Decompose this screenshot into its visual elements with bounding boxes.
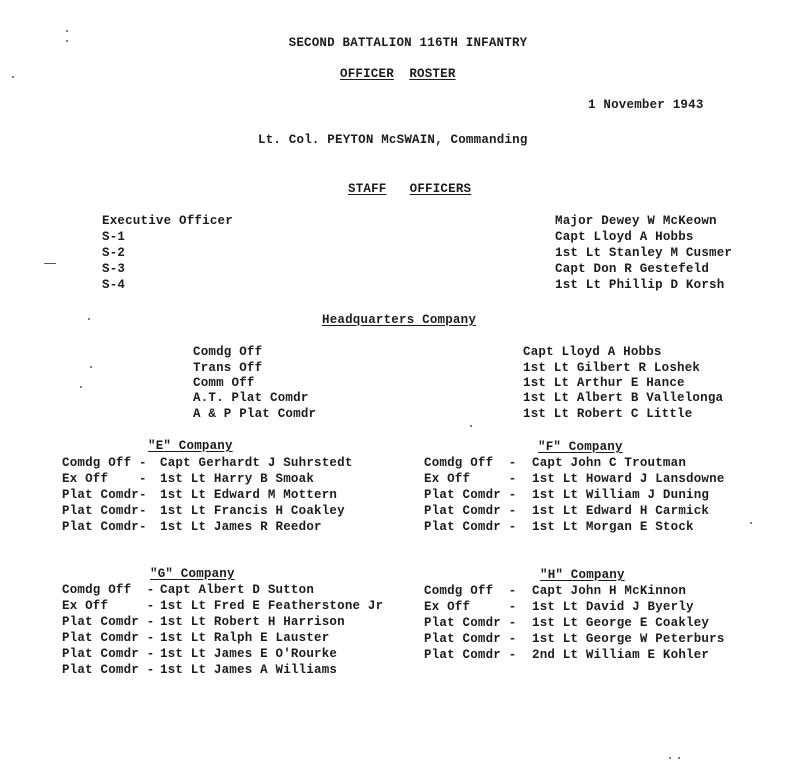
g-position: Plat Comdr - bbox=[62, 663, 155, 677]
g-position: Plat Comdr - bbox=[62, 615, 155, 629]
g-company-heading: "G" Company bbox=[150, 567, 235, 581]
staff-position: S-2 bbox=[102, 246, 126, 260]
e-name: 1st Lt James R Reedor bbox=[160, 520, 322, 534]
staff-position: Executive Officer bbox=[102, 214, 233, 228]
staff-name: 1st Lt Stanley M Cusmer bbox=[555, 246, 733, 260]
h-position: Ex Off - bbox=[424, 600, 517, 614]
scan-speck bbox=[12, 76, 14, 78]
staff-position: S-4 bbox=[102, 278, 126, 292]
hq-position: Comm Off bbox=[193, 376, 255, 390]
staff-position: S-3 bbox=[102, 262, 126, 276]
e-position: Plat Comdr- bbox=[62, 520, 147, 534]
staff-name: Major Dewey W McKeown bbox=[555, 214, 717, 228]
e-name: 1st Lt Edward M Mottern bbox=[160, 488, 338, 502]
roster-title bbox=[340, 66, 456, 82]
e-position: Plat Comdr- bbox=[62, 504, 147, 518]
g-position: Plat Comdr - bbox=[62, 631, 155, 645]
scan-speck bbox=[80, 386, 82, 388]
f-name: 1st Lt Edward H Carmick bbox=[532, 504, 710, 518]
g-name: 1st Lt James E O'Rourke bbox=[160, 647, 338, 661]
h-position: Plat Comdr - bbox=[424, 616, 517, 630]
h-name: 2nd Lt William E Kohler bbox=[532, 648, 710, 662]
staff-name: 1st Lt Phillip D Korsh bbox=[555, 278, 725, 292]
e-position: Plat Comdr- bbox=[62, 488, 147, 502]
g-position: Comdg Off - bbox=[62, 583, 155, 597]
h-name: 1st Lt David J Byerly bbox=[532, 600, 694, 614]
staff-position: S-1 bbox=[102, 230, 126, 244]
e-name: 1st Lt Harry B Smoak bbox=[160, 472, 315, 486]
hq-name: Capt Lloyd A Hobbs bbox=[523, 345, 662, 359]
staff-heading bbox=[348, 181, 471, 197]
e-name: Capt Gerhardt J Suhrstedt bbox=[160, 456, 353, 470]
h-company-heading: "H" Company bbox=[540, 568, 625, 582]
g-position: Plat Comdr - bbox=[62, 647, 155, 661]
unit-title: SECOND BATTALION 116TH INFANTRY bbox=[288, 36, 528, 50]
title-officer: OFFICER bbox=[340, 67, 394, 81]
h-position: Plat Comdr - bbox=[424, 648, 517, 662]
hq-position: Trans Off bbox=[193, 361, 263, 375]
e-position: Comdg Off - bbox=[62, 456, 147, 470]
e-position: Ex Off - bbox=[62, 472, 147, 486]
scan-speck bbox=[44, 263, 56, 264]
hq-position: Comdg Off bbox=[193, 345, 263, 359]
g-name: 1st Lt James A Williams bbox=[160, 663, 338, 677]
f-name: 1st Lt William J Duning bbox=[532, 488, 710, 502]
hq-name: 1st Lt Robert C Little bbox=[523, 407, 693, 421]
hq-name: 1st Lt Arthur E Hance bbox=[523, 376, 685, 390]
g-name: 1st Lt Fred E Featherstone Jr bbox=[160, 599, 384, 613]
g-position: Ex Off - bbox=[62, 599, 155, 613]
staff-name: Capt Don R Gestefeld bbox=[555, 262, 710, 276]
h-name: 1st Lt George W Peterburs bbox=[532, 632, 725, 646]
staff-heading-staff: STAFF bbox=[348, 182, 387, 196]
f-position: Ex Off - bbox=[424, 472, 517, 486]
title-roster: ROSTER bbox=[409, 67, 456, 81]
f-position: Plat Comdr - bbox=[424, 504, 517, 518]
scan-speck bbox=[90, 366, 92, 368]
h-position: Plat Comdr - bbox=[424, 632, 517, 646]
roster-date: 1 November 1943 bbox=[588, 98, 704, 112]
h-name: 1st Lt George E Coakley bbox=[532, 616, 710, 630]
h-name: Capt John H McKinnon bbox=[532, 584, 687, 598]
scan-speck bbox=[470, 425, 472, 427]
scan-speck bbox=[66, 40, 68, 42]
e-company-heading: "E" Company bbox=[148, 439, 233, 453]
hq-position: A.T. Plat Comdr bbox=[193, 391, 309, 405]
scan-speck bbox=[669, 757, 671, 759]
g-name: 1st Lt Robert H Harrison bbox=[160, 615, 345, 629]
h-position: Comdg Off - bbox=[424, 584, 517, 598]
scan-speck bbox=[678, 757, 680, 759]
hq-heading: Headquarters Company bbox=[322, 313, 477, 327]
hq-name: 1st Lt Albert B Vallelonga bbox=[523, 391, 724, 405]
scan-speck bbox=[750, 522, 752, 524]
scan-speck bbox=[88, 318, 90, 320]
f-position: Comdg Off - bbox=[424, 456, 517, 470]
f-name: Capt John C Troutman bbox=[532, 456, 687, 470]
commanding-officer: Lt. Col. PEYTON McSWAIN, Commanding bbox=[258, 133, 528, 147]
staff-heading-officers: OFFICERS bbox=[409, 182, 472, 196]
f-position: Plat Comdr - bbox=[424, 520, 517, 534]
e-name: 1st Lt Francis H Coakley bbox=[160, 504, 345, 518]
g-name: Capt Albert D Sutton bbox=[160, 583, 315, 597]
g-name: 1st Lt Ralph E Lauster bbox=[160, 631, 330, 645]
staff-name: Capt Lloyd A Hobbs bbox=[555, 230, 694, 244]
scan-speck bbox=[66, 30, 68, 32]
hq-position: A & P Plat Comdr bbox=[193, 407, 317, 421]
f-name: 1st Lt Howard J Lansdowne bbox=[532, 472, 725, 486]
f-name: 1st Lt Morgan E Stock bbox=[532, 520, 694, 534]
hq-name: 1st Lt Gilbert R Loshek bbox=[523, 361, 701, 375]
f-company-heading: "F" Company bbox=[538, 440, 623, 454]
f-position: Plat Comdr - bbox=[424, 488, 517, 502]
